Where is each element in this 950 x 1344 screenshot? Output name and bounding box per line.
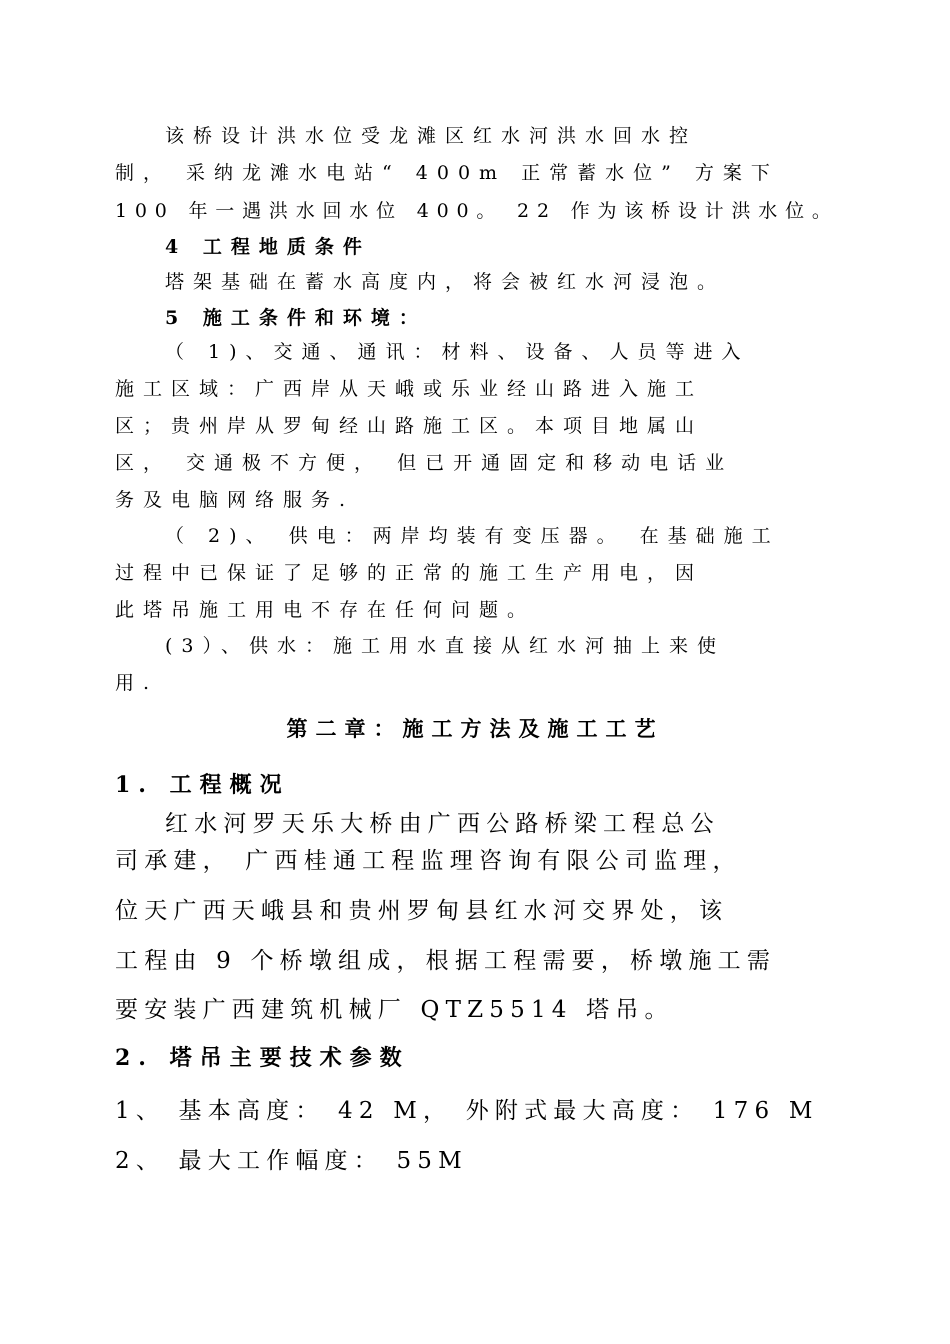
para-line: 工程由 9 个桥墩组成，根据工程需要，桥墩施工需 (115, 948, 777, 974)
para-line: 此塔吊施工用电不存在任何问题。 (115, 599, 536, 621)
para-line: （ 1)、交通、通讯：材料、设备、人员等进入 (165, 341, 750, 363)
section-heading: 5 施工条件和环境： (165, 307, 427, 329)
list-item: 2、 最大工作幅度： 55M (115, 1148, 468, 1174)
para-line: 100 年一遇洪水回水位 400。 22 作为该桥设计洪水位。 (115, 200, 839, 222)
para-line: 用. (115, 672, 159, 694)
para-line: 司承建， 广西桂通工程监理咨询有限公司监理， (115, 848, 742, 874)
para-line: 要安装广西建筑机械厂 QTZ5514 塔吊。 (115, 997, 674, 1023)
para-line: 施工区域：广西岸从天峨或乐业经山路进入施工 (115, 378, 704, 400)
para-line: 区， 交通极不方便， 但已开通固定和移动电话业 (115, 452, 734, 474)
para-line: 制， 采纳龙滩水电站“ 400m 正常蓄水位” 方案下 (115, 162, 779, 184)
para-line: 过程中已保证了足够的正常的施工生产用电，因 (115, 562, 704, 584)
section-heading: 4 工程地质条件 (165, 236, 371, 258)
section-heading: 2. 塔吊主要技术参数 (115, 1045, 410, 1071)
chapter-title: 第二章：施工方法及施工工艺 (286, 716, 664, 741)
list-item: 1、 基本高度： 42 M， 外附式最大高度： 176 M (115, 1098, 819, 1124)
para-line: 务及电脑网络服务. (115, 489, 355, 511)
section-heading: 1. 工程概况 (115, 772, 290, 798)
para-line: (3）、供水：施工用水直接从红水河抽上来使 (165, 635, 726, 657)
para-line: 红水河罗天乐大桥由广西公路桥梁工程总公 (165, 811, 720, 837)
para-line: 位天广西天峨县和贵州罗甸县红水河交界处，该 (115, 898, 729, 924)
para-line: 塔架基础在蓄水高度内，将会被红水河浸泡。 (165, 271, 726, 293)
para-line: 该桥设计洪水位受龙滩区红水河洪水回水控 (165, 125, 698, 147)
para-line: （ 2)、 供电：两岸均装有变压器。 在基础施工 (165, 525, 780, 547)
para-line: 区；贵州岸从罗甸经山路施工区。本项目地属山 (115, 415, 704, 437)
